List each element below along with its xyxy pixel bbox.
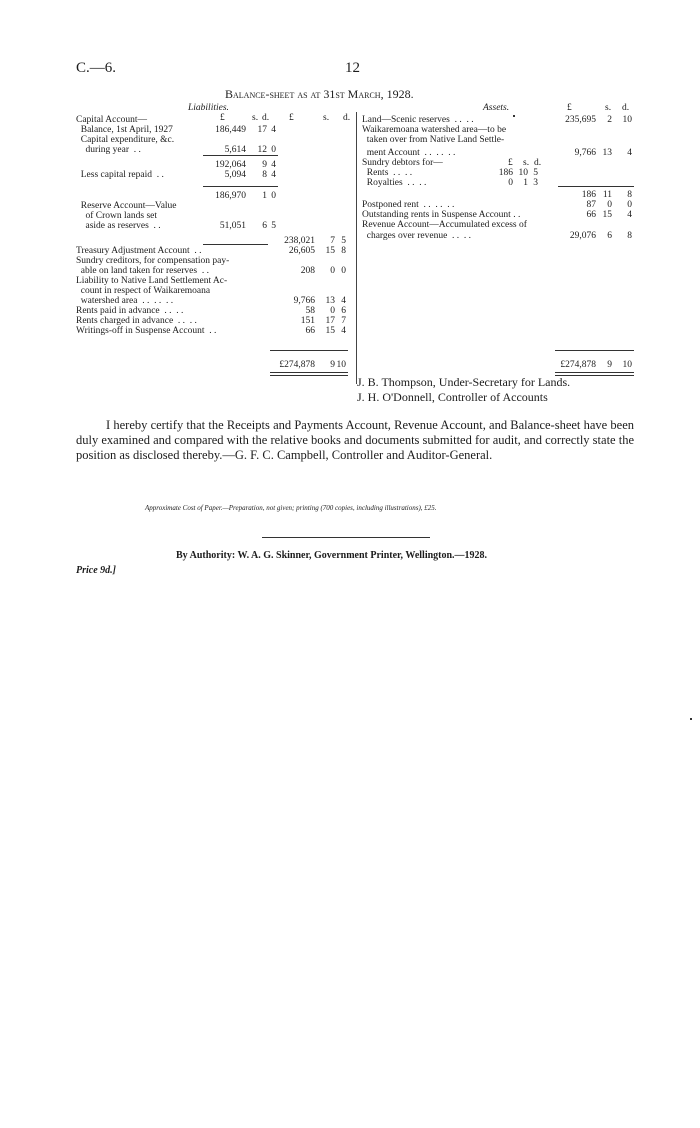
liabilities-line-label: Capital Account— <box>76 115 147 125</box>
liabilities-amount: 58 <box>305 306 315 316</box>
assets-amount: 87 <box>586 200 596 210</box>
price: Price 9d.] <box>76 565 116 576</box>
sum-rule <box>203 155 278 156</box>
signature-odonnell-text: J. H. O'Donnell, Controller of Accounts <box>357 390 548 404</box>
liabilities-total: £274,878 <box>279 360 315 370</box>
assets-line-label: charges over revenue . . . . <box>362 231 472 241</box>
liabilities-amount: 12 <box>257 145 267 155</box>
liabilities-amount: 17 <box>257 125 267 135</box>
assets-line-label: Outstanding rents in Suspense Account . . <box>362 210 521 220</box>
assets-total: £274,878 <box>560 360 596 370</box>
assets-amount: 2 <box>607 115 612 125</box>
assets-amount: 10 <box>622 115 632 125</box>
liabilities-amount: 5 <box>341 236 346 246</box>
document-reference: C.—6. <box>76 60 117 76</box>
liabilities-total-s: 9 <box>330 360 335 370</box>
liabilities-amount: 5,094 <box>224 170 246 180</box>
page-number: 12 <box>345 60 360 76</box>
printer-imprint: By Authority: W. A. G. Skinner, Government Printer, Wellington.—1928. <box>176 550 488 561</box>
assets-amount: 15 <box>602 210 612 220</box>
liabilities-line-label: Liability to Native Land Settlement Ac- <box>76 276 228 286</box>
liabilities-col-header: d. <box>262 113 270 123</box>
total-double-rule <box>270 375 348 376</box>
liabilities-amount: 7 <box>330 236 335 246</box>
liabilities-amount: 5 <box>271 221 276 231</box>
certification-paragraph: I hereby certify that the Receipts and Payments Account, Revenue Account, and Balance-sheet have been duly examined and compared with the relative books and documents submitted for audit, and correctly state the position as disclosed thereby.—G. F. C. Campbell, Controller and Auditor-General. <box>76 418 634 462</box>
total-double-rule <box>270 372 348 373</box>
assets-amount: 0 <box>607 200 612 210</box>
liabilities-amount: 8 <box>341 246 346 256</box>
liabilities-amount: 9,766 <box>293 296 315 306</box>
liabilities-amount: 0 <box>341 266 346 276</box>
liabilities-amount: 6 <box>341 306 346 316</box>
assets-amount: 11 <box>602 190 612 200</box>
assets-amount: 10 <box>518 168 528 178</box>
liabilities-amount: 4 <box>271 160 276 170</box>
liabilities-amount: 17 <box>325 316 335 326</box>
liabilities-amount: 4 <box>271 170 276 180</box>
liabilities-col-header: s. <box>252 113 259 123</box>
liabilities-amount: 15 <box>325 246 335 256</box>
liabilities-col-header: £ <box>220 113 225 123</box>
liabilities-line-label: Rents charged in advance . . . . <box>76 316 197 326</box>
total-rule <box>555 350 634 351</box>
signature-odonnell <box>357 390 548 405</box>
liabilities-col-header: s. <box>323 113 330 123</box>
liabilities-line-label: count in respect of Waikaremoana <box>76 286 211 296</box>
signature-thompson <box>357 375 570 390</box>
assets-line-label: taken over from Native Land Settle- <box>362 135 505 145</box>
assets-sub-header: d. <box>534 158 542 168</box>
assets-amount: 4 <box>627 148 632 158</box>
assets-amount: 235,695 <box>565 115 596 125</box>
assets-amount: 186 <box>581 190 596 200</box>
cost-note: Approximate Cost of Paper.—Preparation, not given; printing (700 copies, including illustrations), £25. <box>145 504 437 512</box>
assets-amount: 0 <box>508 178 513 188</box>
liabilities-amount: 4 <box>271 125 276 135</box>
assets-sub-header: £ <box>508 158 513 168</box>
liabilities-col-header: £ <box>289 113 294 123</box>
liabilities-amount: 26,605 <box>288 246 315 256</box>
assets-line-label: Revenue Account—Accumulated excess of <box>362 220 527 230</box>
liabilities-col-header: d. <box>343 113 351 123</box>
liabilities-line-label: Sundry creditors, for compensation pay- <box>76 256 230 266</box>
assets-col-header: £ <box>567 103 572 113</box>
assets-line-label: Waikaremoana watershed area—to be <box>362 125 507 135</box>
liabilities-amount: 13 <box>325 296 335 306</box>
assets-sub-header: s. <box>523 158 530 168</box>
assets-line-label: Sundry debtors for— <box>362 158 443 168</box>
liabilities-line-label: Rents paid in advance . . . . <box>76 306 184 316</box>
liabilities-line-label: Reserve Account—Value <box>76 201 177 211</box>
assets-total-d: 10 <box>622 360 632 370</box>
liabilities-amount: 0 <box>271 145 276 155</box>
liabilities-line-label: Capital expenditure, &c. <box>76 135 175 145</box>
balance-sheet-title: Balance-sheet as at 31st March, 1928. <box>225 87 414 101</box>
liabilities-amount: 192,064 <box>215 160 246 170</box>
assets-heading: Assets. <box>483 103 510 113</box>
liabilities-amount: 7 <box>341 316 346 326</box>
assets-amount: 66 <box>586 210 596 220</box>
imprint-rule <box>262 537 430 538</box>
liabilities-amount: 15 <box>325 326 335 336</box>
liabilities-amount: 5,614 <box>224 145 246 155</box>
assets-col-header: s. <box>605 103 612 113</box>
assets-amount: 8 <box>627 231 632 241</box>
liabilities-line-label: during year . . <box>76 145 141 155</box>
assets-amount: 8 <box>627 190 632 200</box>
assets-amount: 5 <box>533 168 538 178</box>
liabilities-amount: 0 <box>330 266 335 276</box>
liabilities-heading: Liabilities. <box>188 103 229 113</box>
assets-amount: 9,766 <box>574 148 596 158</box>
sum-rule <box>203 186 278 187</box>
assets-amount: 3 <box>533 178 538 188</box>
liabilities-line-label: of Crown lands set <box>76 211 158 221</box>
liabilities-amount: 151 <box>300 316 315 326</box>
liabilities-amount: 9 <box>262 160 267 170</box>
liabilities-amount: 8 <box>262 170 267 180</box>
liabilities-line-label: Balance, 1st April, 1927 <box>76 125 173 135</box>
assets-amount: 29,076 <box>569 231 596 241</box>
liabilities-line-label: Writings-off in Suspense Account . . <box>76 326 217 336</box>
liabilities-amount: 208 <box>300 266 315 276</box>
sum-rule <box>203 244 268 245</box>
liabilities-amount: 4 <box>341 296 346 306</box>
assets-amount: 186 <box>498 168 513 178</box>
assets-line-label: Rents . . . . <box>362 168 413 178</box>
liabilities-line-label: able on land taken for reserves . . <box>76 266 209 276</box>
assets-line-label: Land—Scenic reserves . . . . <box>362 115 474 125</box>
liabilities-amount: 6 <box>262 221 267 231</box>
signature-thompson-text: J. B. Thompson, Under-Secretary for Lands. <box>357 375 571 389</box>
liabilities-amount: 186,449 <box>215 125 246 135</box>
liabilities-amount: 238,021 <box>284 236 315 246</box>
assets-amount: 0 <box>627 200 632 210</box>
total-rule <box>270 350 348 351</box>
assets-amount: 1 <box>523 178 528 188</box>
liabilities-line-label: watershed area . . . . . . <box>76 296 174 306</box>
assets-line-label: Postponed rent . . . . . . <box>362 200 455 210</box>
liabilities-amount: 0 <box>330 306 335 316</box>
liabilities-amount: 66 <box>305 326 315 336</box>
assets-col-header: d. <box>622 103 630 113</box>
liabilities-line-label: Treasury Adjustment Account . . <box>76 246 202 256</box>
margin-mark <box>513 115 515 117</box>
liabilities-line-label: Less capital repaid . . <box>76 170 164 180</box>
assets-line-label: ment Account . . . . . . <box>362 148 456 158</box>
liabilities-amount: 4 <box>341 326 346 336</box>
assets-total-s: 9 <box>607 360 612 370</box>
liabilities-total-d: 10 <box>336 360 346 370</box>
liabilities-amount: 1 <box>262 191 267 201</box>
assets-amount: 6 <box>607 231 612 241</box>
total-double-rule <box>555 372 634 373</box>
margin-mark <box>690 718 692 720</box>
sum-rule <box>558 186 634 187</box>
assets-line-label: Royalties . . . . <box>362 178 427 188</box>
liabilities-amount: 0 <box>271 191 276 201</box>
liabilities-amount: 51,051 <box>219 221 246 231</box>
assets-amount: 13 <box>602 148 612 158</box>
column-divider <box>356 112 357 384</box>
liabilities-line-label: aside as reserves . . <box>76 221 161 231</box>
assets-amount: 4 <box>627 210 632 220</box>
liabilities-amount: 186,970 <box>215 191 246 201</box>
